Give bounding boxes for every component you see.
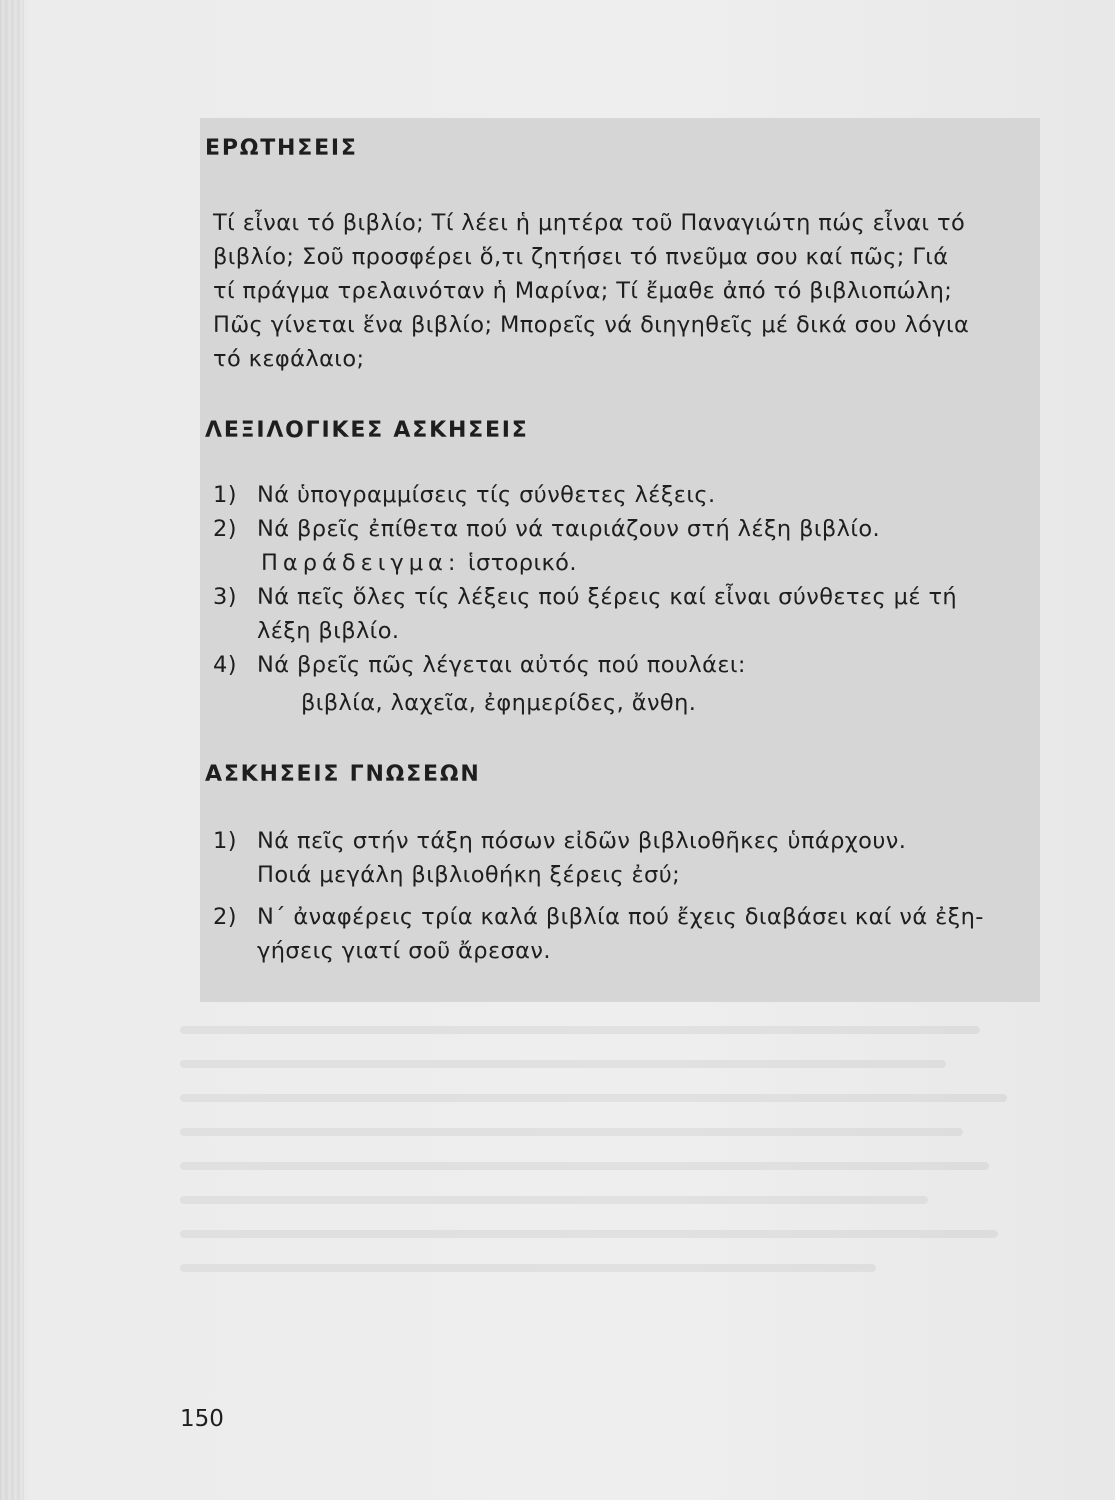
example-label: Παράδειγμα:: [261, 550, 461, 576]
questions-paragraph: [213, 206, 1040, 376]
item-number: 1): [213, 828, 237, 854]
list-item: [205, 648, 1040, 720]
knowledge-list: [205, 824, 1040, 968]
list-item: [205, 580, 1040, 648]
item-number: 1): [213, 482, 237, 508]
item-text: Νά πεῖς στήν τάξη πόσων εἰδῶν βιβλιοθῆκες ὑπάρχουν.: [257, 828, 907, 854]
knowledge-heading: ΑΣΚΗΣΕΙΣ ΓΝΩΣΕΩΝ: [205, 762, 481, 787]
item-text-continued: Ποιά μεγάλη βιβλιοθήκη ξέρεις ἐσύ;: [257, 862, 681, 888]
vocabulary-list: [205, 478, 1040, 720]
questions-line: τό κεφάλαιο;: [213, 346, 365, 372]
questions-line: τί πράγμα τρελαινόταν ἡ Μαρίνα; Τί ἔμαθε ἀπό τό βιβλιοπώλη;: [213, 278, 953, 304]
item-text: Νά πεῖς ὅλες τίς λέξεις πού ξέρεις καί εἶναι σύνθετες μέ τή: [257, 584, 958, 610]
vocabulary-heading: ΛΕΞΙΛΟΓΙΚΕΣ ΑΣΚΗΣΕΙΣ: [205, 418, 529, 443]
item-text: Νά βρεῖς πῶς λέγεται αὐτός πού πουλάει:: [257, 652, 746, 678]
questions-line: Τί εἶναι τό βιβλίο; Τί λέει ἡ μητέρα τοῦ Παναγιώτη πώς εἶναι τό: [213, 210, 966, 236]
list-item: [205, 824, 1040, 892]
item-text-continued: λέξη βιβλίο.: [257, 618, 400, 644]
item-text: Ν΄ ἀναφέρεις τρία καλά βιβλία πού ἔχεις διαβάσει καί νά ἐξη-: [257, 904, 984, 930]
item-text-continued: γήσεις γιατί σοῦ ἄρεσαν.: [257, 938, 551, 964]
questions-line: βιβλίο; Σοῦ προσφέρει ὅ,τι ζητήσει τό πνεῦμα σου καί πῶς; Γιά: [213, 244, 949, 270]
item-number: 2): [213, 516, 237, 542]
item-number: 4): [213, 652, 237, 678]
list-item: [205, 512, 1040, 580]
list-item: [205, 478, 1040, 512]
item-number: 3): [213, 584, 237, 610]
example-value: ἱστορικό.: [468, 550, 577, 576]
item-text-continued: βιβλία, λαχεῖα, ἐφημερίδες, ἄνθη.: [301, 690, 697, 716]
list-item: [205, 900, 1040, 968]
example-line: [257, 546, 1040, 580]
questions-line: Πῶς γίνεται ἕνα βιβλίο; Μπορεῖς νά διηγηθεῖς μέ δικά σου λόγια: [213, 312, 970, 338]
page-stack-edge: [0, 0, 24, 1500]
page-number: 150: [180, 1406, 224, 1432]
item-number: 2): [213, 904, 237, 930]
item-text: Νά ὑπογραμμίσεις τίς σύνθετες λέξεις.: [257, 482, 716, 508]
questions-heading: ΕΡΩΤΗΣΕΙΣ: [205, 136, 358, 161]
item-text: Νά βρεῖς ἐπίθετα πού νά ταιριάζουν στή λέξη βιβλίο.: [257, 516, 881, 542]
bleed-through-text: [180, 1000, 1050, 1420]
exercise-content: [205, 132, 1040, 968]
